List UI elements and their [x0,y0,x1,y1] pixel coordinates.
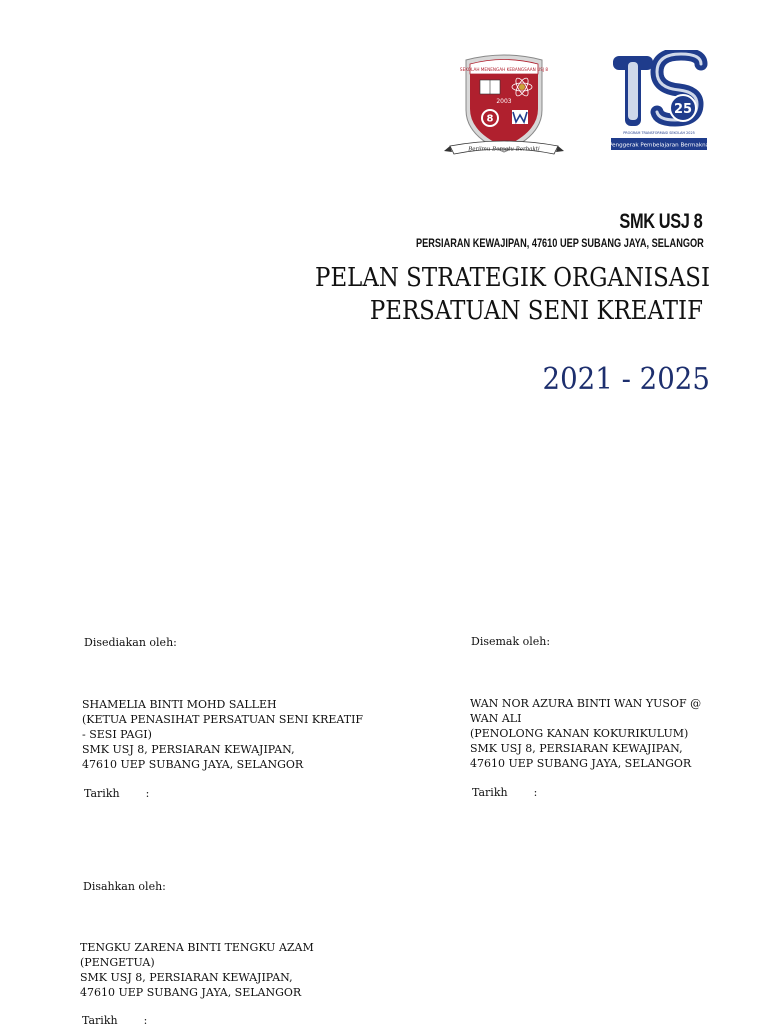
ts25-tagline: Penggerak Pembelajaran Bermakna [609,142,709,149]
checked-date-colon: : [533,786,538,799]
crest-number: 8 [486,113,494,125]
prepared-date-label: Tarikh [84,787,120,800]
prepared-line: (KETUA PENASIHAT PERSATUAN SENI KREATIF [82,713,364,726]
approved-date-colon: : [143,1014,148,1027]
approved-line: TENGKU ZARENA BINTI TENGKU AZAM [80,941,314,954]
school-address: PERSIARAN KEWAJIPAN, 47610 UEP SUBANG JAYA, SELANGOR [416,238,704,250]
checked-line: 47610 UEP SUBANG JAYA, SELANGOR [470,757,692,770]
checked-line: (PENOLONG KANAN KOKURIKULUM) [470,727,689,740]
prepared-line: SMK USJ 8, PERSIARAN KEWAJIPAN, [82,743,295,756]
approved-date-label: Tarikh [82,1014,118,1027]
prepared-line: SHAMELIA BINTI MOHD SALLEH [82,698,277,711]
crest-year: 2003 [496,98,512,105]
document-title [252,262,710,328]
prepared-line: 47610 UEP SUBANG JAYA, SELANGOR [82,758,304,771]
school-crest-icon [444,52,564,162]
school-name: SMK USJ 8 [619,210,702,233]
checked-by-block [470,696,701,771]
prepared-date [84,786,149,801]
approved-by-label: Disahkan oleh: [83,880,166,893]
ts25-logo-icon [609,50,709,156]
checked-date-label: Tarikh [472,786,508,799]
checked-line: WAN ALI [470,712,522,725]
title-line-1: PELAN STRATEGIK ORGANISASI [315,263,710,293]
prepared-by-block [82,697,363,772]
approved-line: (PENGETUA) [80,956,155,969]
checked-line: SMK USJ 8, PERSIARAN KEWAJIPAN, [470,742,683,755]
approved-by-block [80,940,314,1000]
approved-date [82,1013,147,1028]
checked-date [472,785,537,800]
ts25-number: 25 [673,102,693,117]
prepared-by-label: Disediakan oleh: [84,636,177,649]
plan-years: 2021 - 2025 [542,362,710,397]
checked-line: WAN NOR AZURA BINTI WAN YUSOF @ [470,697,702,710]
approved-line: SMK USJ 8, PERSIARAN KEWAJIPAN, [80,971,293,984]
ts25-small-text: PROGRAM TRANSFORMASI SEKOLAH 2025 [623,131,695,135]
approved-line: 47610 UEP SUBANG JAYA, SELANGOR [80,986,302,999]
checked-by-label: Disemak oleh: [471,635,551,648]
prepared-line: - SESI PAGI) [82,728,152,741]
crest-motto: Berilmu Bersatu Berbakti [468,146,540,153]
prepared-date-colon: : [145,787,150,800]
title-line-2: PERSATUAN SENI KREATIF [369,296,703,326]
crest-top-text: SEKOLAH MENENGAH KEBANGSAAN USJ 8 [459,67,549,72]
